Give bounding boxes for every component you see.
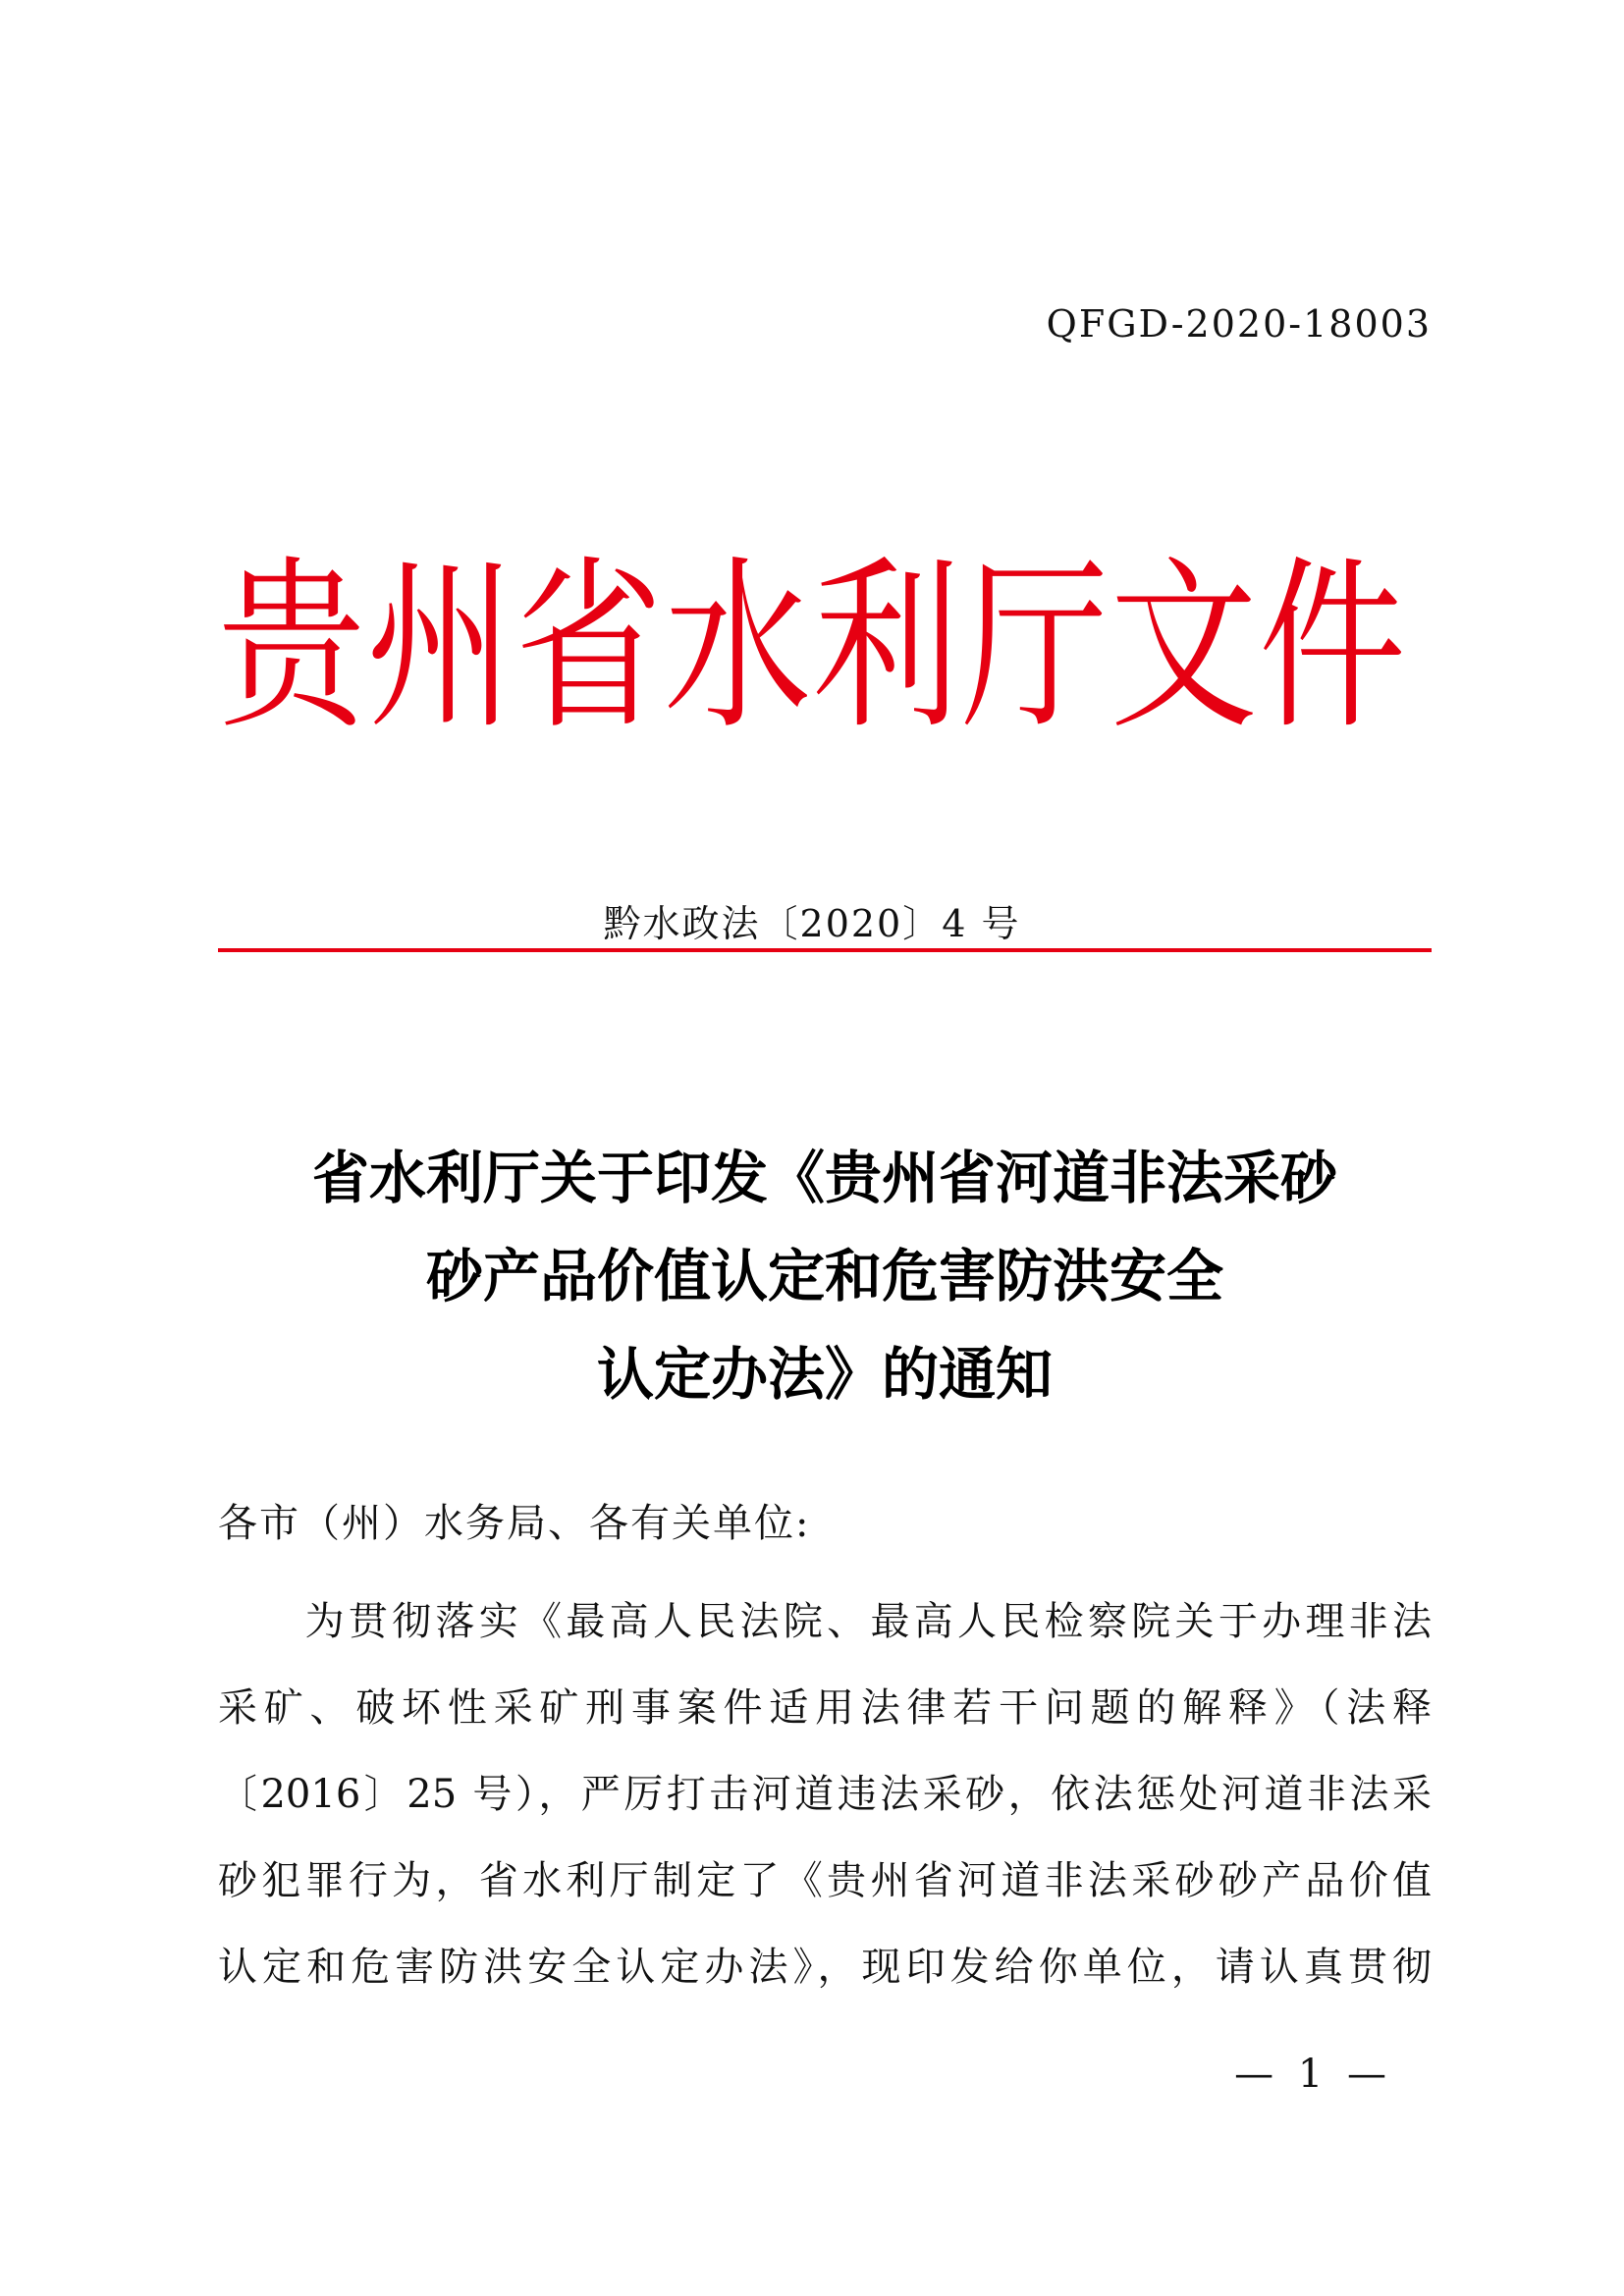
page-number: — 1 —: [1234, 2052, 1392, 2097]
document-code: QFGD-2020-18003: [1046, 302, 1432, 346]
body-line: 采矿、破坏性采矿刑事案件适用法律若干问题的解释》（法释: [218, 1685, 1432, 1731]
title-line: 砂产品价值认定和危害防洪安全: [425, 1243, 1223, 1309]
salutation: 各市（州）水务局、各有关单位:: [218, 1501, 811, 1546]
masthead-char: 州: [366, 541, 514, 755]
document-number: 黔水政法〔2020〕4 号: [603, 902, 1021, 945]
masthead-char: 省: [514, 541, 663, 755]
body-line: 认定和危害防洪安全认定办法》，现印发给你单位，请认真贯彻: [218, 1945, 1432, 1990]
red-divider: [218, 948, 1432, 952]
masthead-char: 利: [812, 541, 960, 755]
title-line: 省水利厅关于印发《贵州省河道非法采砂: [311, 1145, 1337, 1211]
masthead-char: 件: [1258, 541, 1406, 755]
masthead-title: [218, 541, 1406, 755]
masthead-char: 厅: [961, 541, 1110, 755]
document-title: [218, 1129, 1432, 1423]
title-line: 认定办法》的通知: [596, 1341, 1053, 1408]
masthead-char: 文: [1110, 541, 1258, 755]
body-line: 〔2016〕25 号），严厉打击河道违法采砂，依法惩处河道非法采: [218, 1772, 1432, 1817]
body-line: 砂犯罪行为，省水利厅制定了《贵州省河道非法采砂砂产品价值: [218, 1858, 1432, 1903]
body-paragraph: [218, 1578, 1432, 2010]
masthead-char: 贵: [218, 541, 366, 755]
masthead-char: 水: [664, 541, 812, 755]
body-line: 为贯彻落实《最高人民法院、最高人民检察院关于办理非法: [218, 1599, 1432, 1644]
